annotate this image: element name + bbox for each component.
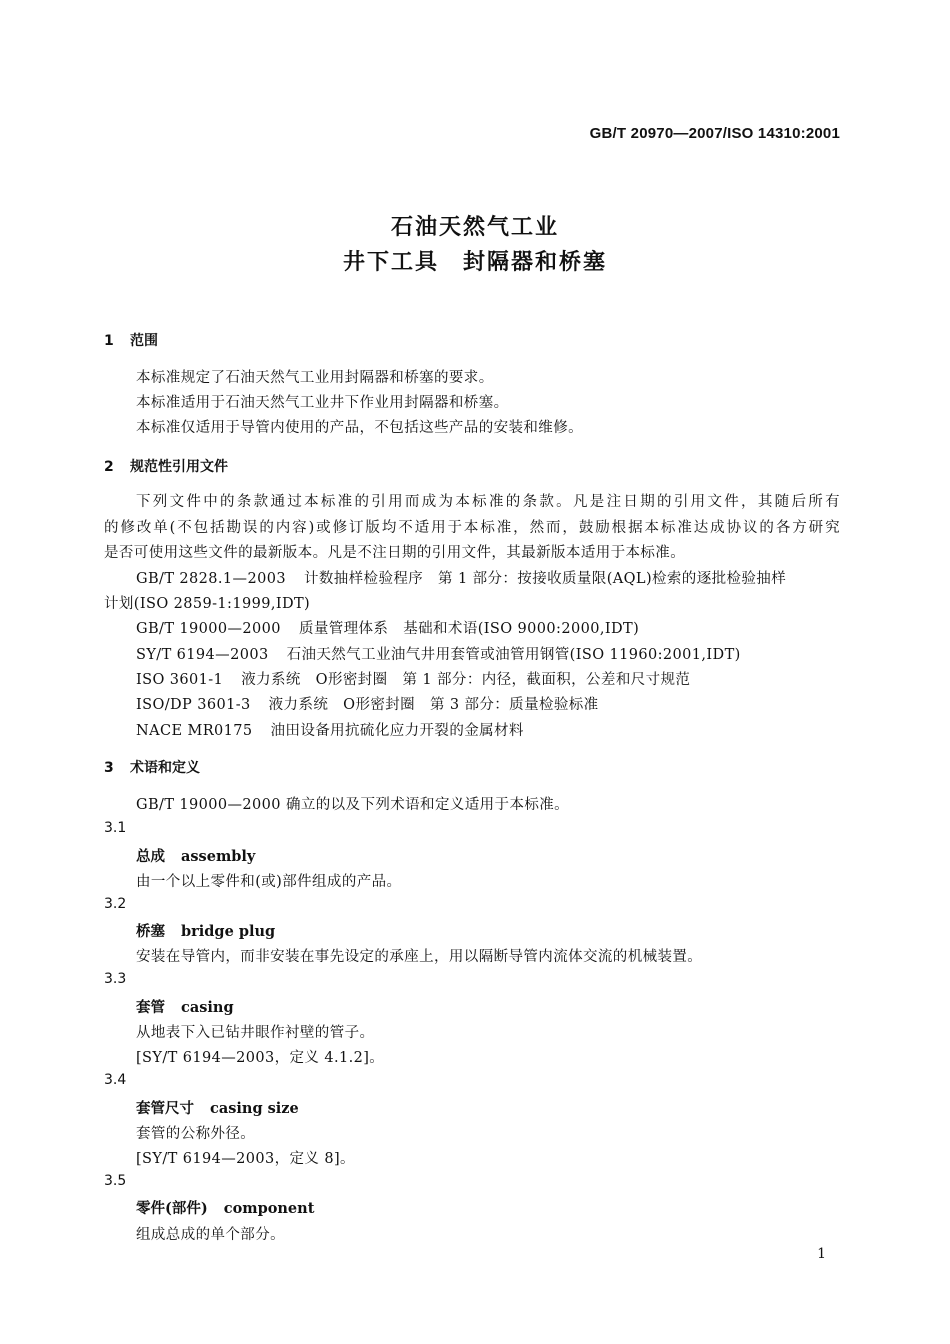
document-title-line2: 井下工具 封隔器和桥塞 xyxy=(342,250,607,275)
reference-code: ISO/DP 3601-3 xyxy=(136,697,251,713)
term-definition: 组成总成的单个部分。 xyxy=(136,1227,285,1243)
reference-title: 液力系统 O形密封圈 第 3 部分：质量检验标准 xyxy=(268,697,599,713)
section-number: 2 xyxy=(104,459,114,475)
section-title: 规范性引用文件 xyxy=(130,459,228,475)
clause-number: 3.3 xyxy=(104,971,127,987)
section-3-heading xyxy=(104,757,200,777)
term-zh: 零件(部件) xyxy=(136,1200,208,1217)
clause-number: 3.2 xyxy=(104,896,127,912)
term-heading xyxy=(136,845,255,866)
reference-item-continued: 计划(ISO 2859-1:1999,IDT) xyxy=(104,596,311,612)
reference-code: SY/T 6194—2003 xyxy=(136,647,269,663)
term-heading xyxy=(136,1097,299,1118)
reference-item xyxy=(136,643,741,664)
term-source: [SY/T 6194—2003，定义 8]。 xyxy=(136,1151,355,1167)
term-definition: 由一个以上零件和(或)部件组成的产品。 xyxy=(136,874,402,890)
clause-number: 3.1 xyxy=(104,820,127,836)
term-source: [SY/T 6194—2003，定义 4.1.2]。 xyxy=(136,1050,385,1066)
reference-title: 液力系统 O形密封圈 第 1 部分：内径，截面积，公差和尺寸规范 xyxy=(241,672,691,688)
section-title: 范围 xyxy=(130,333,158,349)
reference-code: NACE MR0175 xyxy=(136,723,253,739)
reference-code: GB/T 2828.1—2003 xyxy=(136,571,286,587)
reference-code: ISO 3601-1 xyxy=(136,672,224,688)
section-number: 3 xyxy=(104,760,114,776)
reference-title: 计数抽样检验程序 第 1 部分：按接收质量限(AQL)检索的逐批检验抽样 xyxy=(303,571,787,587)
term-zh: 桥塞 xyxy=(136,923,165,940)
term-definition: 套管的公称外径。 xyxy=(136,1126,256,1142)
term-en: casing xyxy=(181,999,234,1016)
reference-item xyxy=(136,719,524,740)
section-1-heading xyxy=(104,330,158,350)
clause-number: 3.4 xyxy=(104,1072,127,1088)
reference-item xyxy=(136,617,639,638)
reference-item xyxy=(136,668,690,689)
reference-title: 石油天然气工业油气井用套管或油管用钢管(ISO 11960:2001,IDT) xyxy=(286,647,741,663)
page-number: 1 xyxy=(817,1246,826,1262)
document-title-line1: 石油天然气工业 xyxy=(390,215,559,240)
term-heading xyxy=(136,1197,314,1218)
term-zh: 总成 xyxy=(136,848,165,865)
term-en: casing size xyxy=(210,1100,299,1117)
clause-number: 3.5 xyxy=(104,1173,127,1189)
term-en: bridge plug xyxy=(181,923,276,940)
paragraph-line: 的修改单(不包括勘误的内容)或修订版均不适用于本标准，然而，鼓励根据本标准达成协议的各方研究 xyxy=(104,520,840,536)
paragraph: GB/T 19000—2000 确立的以及下列术语和定义适用于本标准。 xyxy=(136,797,570,813)
term-heading xyxy=(136,996,234,1017)
paragraph: 本标准适用于石油天然气工业井下作业用封隔器和桥塞。 xyxy=(136,395,509,411)
paragraph-line: 是否可使用这些文件的最新版本。凡是不注日期的引用文件，其最新版本适用于本标准。 xyxy=(104,545,686,561)
term-definition: 从地表下入已钻井眼作衬壁的管子。 xyxy=(136,1025,375,1041)
term-zh: 套管 xyxy=(136,999,165,1016)
paragraph-line: 下列文件中的条款通过本标准的引用而成为本标准的条款。凡是注日期的引用文件，其随后所有 xyxy=(136,494,840,510)
term-zh: 套管尺寸 xyxy=(136,1100,194,1117)
standard-number: GB/T 20970—2007/ISO 14310:2001 xyxy=(589,125,840,142)
term-en: component xyxy=(223,1200,315,1217)
paragraph: 本标准规定了石油天然气工业用封隔器和桥塞的要求。 xyxy=(136,370,494,386)
section-number: 1 xyxy=(104,333,114,349)
reference-item xyxy=(136,693,599,714)
term-heading xyxy=(136,920,275,941)
section-title: 术语和定义 xyxy=(130,760,200,776)
reference-item xyxy=(136,567,786,588)
paragraph: 本标准仅适用于导管内使用的产品，不包括这些产品的安装和维修。 xyxy=(136,420,583,436)
term-definition: 安装在导管内，而非安装在事先设定的承座上，用以隔断导管内流体交流的机械装置。 xyxy=(136,949,703,965)
section-2-heading xyxy=(104,456,228,476)
term-en: assembly xyxy=(181,848,256,865)
reference-title: 质量管理体系 基础和术语(ISO 9000:2000,IDT) xyxy=(298,621,640,637)
reference-title: 油田设备用抗硫化应力开裂的金属材料 xyxy=(270,723,524,739)
reference-code: GB/T 19000—2000 xyxy=(136,621,281,637)
